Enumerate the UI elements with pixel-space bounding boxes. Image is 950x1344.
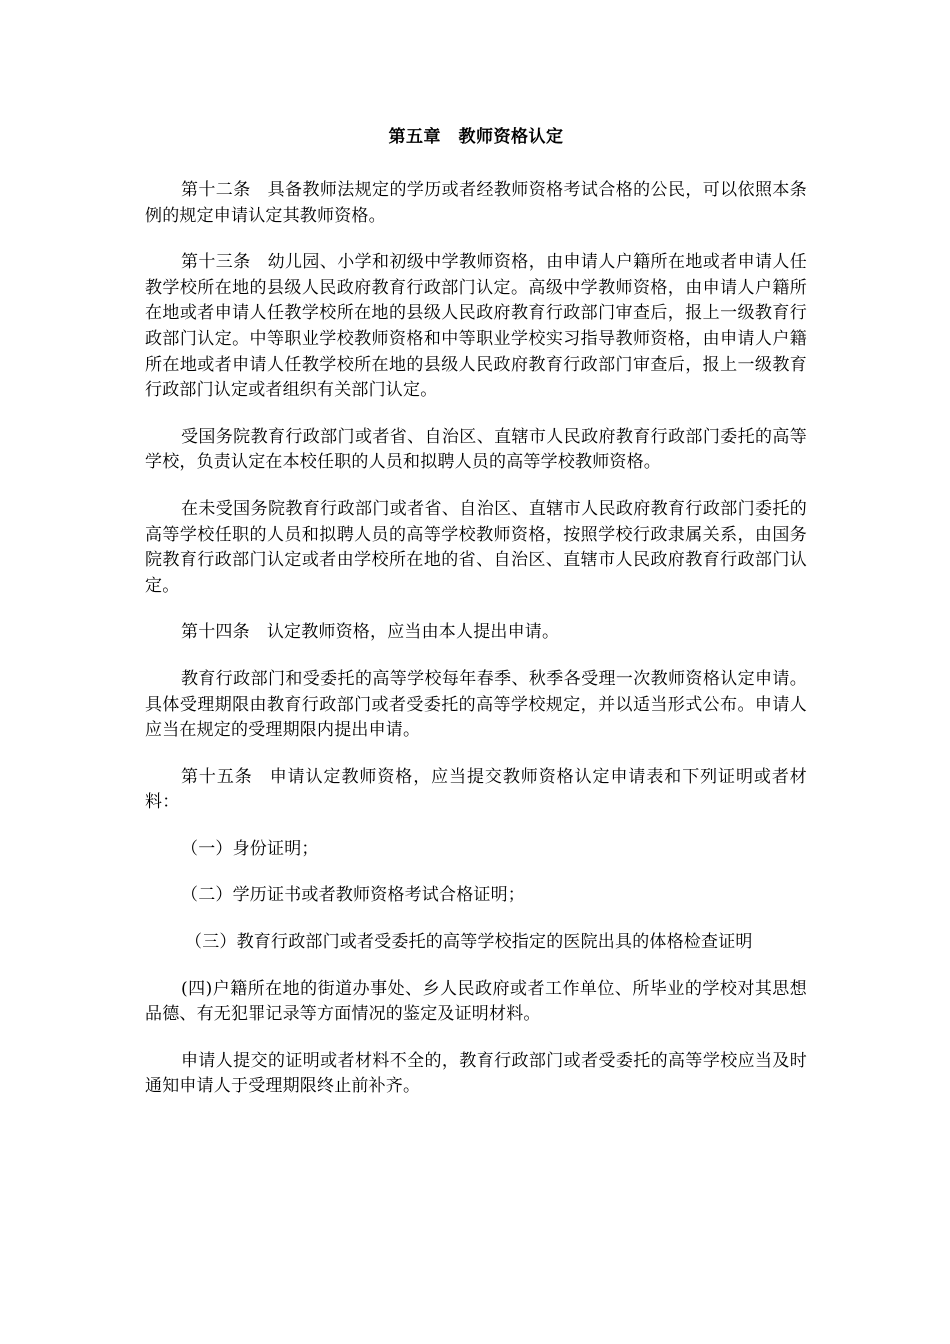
paragraph-text: 具备教师法规定的学历或者经教师资格考试合格的公民，可以依照本条例的规定申请认定其教师资格。 <box>145 180 807 226</box>
article-number: 第十三条 <box>181 252 251 273</box>
paragraph-text: 申请认定教师资格，应当提交教师资格认定申请表和下列证明或者材料： <box>145 766 807 813</box>
list-item: （三）教育行政部门或者受委托的高等学校指定的医院出具的体格检查证明 <box>185 932 753 953</box>
chapter-title: 第五章 教师资格认定 <box>388 127 564 147</box>
document-body <box>145 122 807 1121</box>
list-item: （二）学历证书或者教师资格考试合格证明； <box>181 885 525 906</box>
article-14-paragraph-2 <box>145 667 807 744</box>
article-number: 第十二条 <box>181 180 251 200</box>
list-item-4-paragraph: (四)户籍所在地的街道办事处、乡人民政府或者工作单位、所毕业的学校对其思想品德、有无犯罪记录等方面情况的鉴定及证明材料。 <box>145 978 807 1025</box>
article-13-paragraph-2 <box>145 425 807 476</box>
article-13-paragraph <box>145 250 807 404</box>
paragraph-text: 受国务院教育行政部门或者省、自治区、直辖市人民政府教育行政部门委托的高等学校，负责认定在本校任职的人员和拟聘人员的高等学校教师资格。 <box>145 426 807 473</box>
article-15-paragraph <box>145 765 807 816</box>
article-13-paragraph-3 <box>145 497 807 599</box>
article-number: 第十四条 <box>181 622 250 643</box>
paragraph-text: 认定教师资格，应当由本人提出申请。 <box>266 622 560 643</box>
paragraph-text: 教育行政部门和受委托的高等学校每年春季、秋季各受理一次教师资格认定申请。具体受理期限由教育行政部门或者受委托的高等学校规定，并以适当形式公布。申请人应当在规定的受理期限内提出申请。 <box>145 668 807 741</box>
article-number: 第十五条 <box>181 766 253 787</box>
paragraph-text: 在未受国务院教育行政部门或者省、自治区、直辖市人民政府教育行政部门委托的高等学校任职的人员和拟聘人员的高等学校教师资格，按照学校行政隶属关系，由国务院教育行政部门认定或者由学校所在地的省、自治区、直辖市人民政府教育行政部门认定。 <box>145 498 807 596</box>
paragraph-text: 幼儿园、小学和初级中学教师资格，由申请人户籍所在地或者申请人任教学校所在地的县级人民政府教育行政部门认定。高级中学教师资格，由申请人户籍所在地或者申请人任教学校所在地的县级人民政府教育行政部门审查后，报上一级教育行政部门认定。中等职业学校教师资格和中等职业学校实习指导教师资格，由申请人户籍所在地或者申请人任教学校所在地的县级人民政府教育行政部门审查后，报上一级教育行政部门认定或者组织有关部门认定。 <box>145 252 807 401</box>
list-item: （一）身份证明； <box>181 838 319 859</box>
closing-paragraph: 申请人提交的证明或者材料不全的，教育行政部门或者受委托的高等学校应当及时通知申请人于受理期限终止前补齐。 <box>145 1050 807 1097</box>
article-12-paragraph <box>145 178 807 229</box>
article-14-paragraph <box>145 620 807 646</box>
